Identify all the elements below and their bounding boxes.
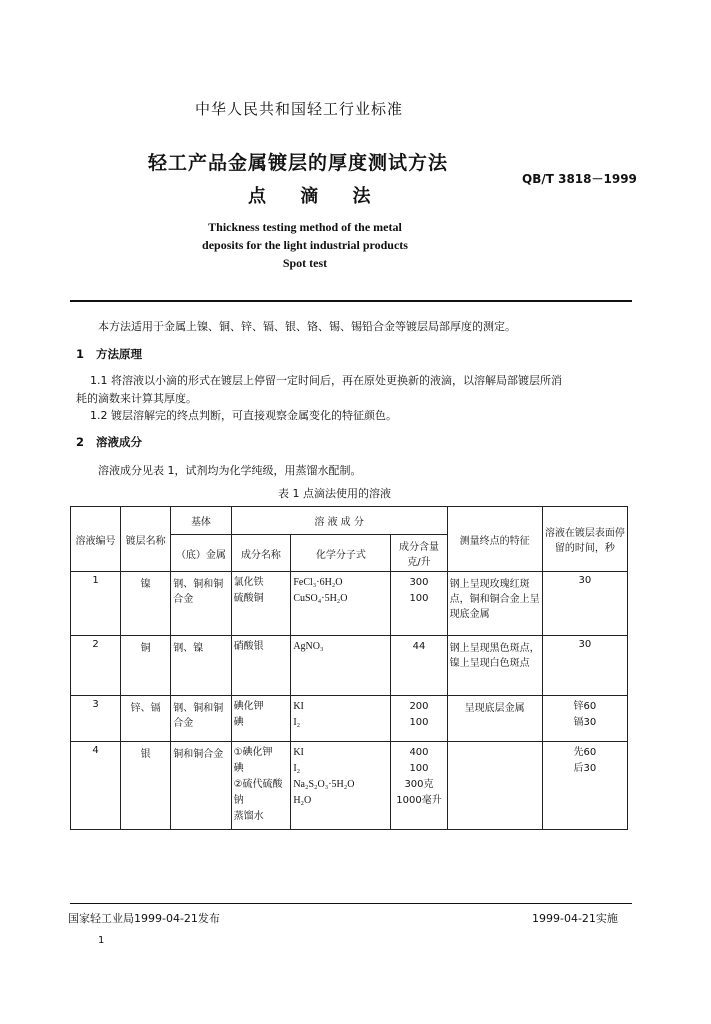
amount: 300 xyxy=(409,577,429,588)
formula: CuSO₄·5H₂O xyxy=(293,593,348,604)
amount: 1000毫升 xyxy=(396,795,442,806)
header-formula: 化学分子式 xyxy=(291,535,391,572)
row-amounts xyxy=(391,696,447,742)
issuing-body-header: 中华人民共和国轻工行业标准 xyxy=(195,100,404,118)
row-endpoint: 钢上呈现玫瑰红斑点，铜和铜合金上呈现底金属 xyxy=(447,572,542,636)
row-formulas xyxy=(291,742,391,830)
amount: 100 xyxy=(409,717,429,728)
row-names xyxy=(231,572,291,636)
header-component-name: 成分名称 xyxy=(231,535,291,572)
row-coating: 银 xyxy=(121,742,171,830)
table-row xyxy=(71,572,628,636)
formula: I₂ xyxy=(293,717,301,728)
footer-divider xyxy=(70,903,632,904)
header-base-top: 基体 xyxy=(171,507,231,535)
amount: 44 xyxy=(412,641,426,652)
header-base-bottom: （底）金属 xyxy=(171,535,231,572)
row-coating: 镍 xyxy=(121,572,171,636)
row-no: 3 xyxy=(71,696,121,742)
clause-1-2: 1.2 镀层溶解完的终点判断，可直接观察金属变化的特征颜色。 xyxy=(90,409,397,422)
formula: FeCl₃·6H₂O xyxy=(293,577,343,588)
section-1-heading xyxy=(76,346,142,362)
formula: KI xyxy=(293,747,304,758)
component-name: 碘 xyxy=(233,717,244,728)
formula: H₂O xyxy=(293,795,312,806)
component-name: 碘化钾 xyxy=(233,701,264,712)
component-name: 硫酸铜 xyxy=(233,593,264,604)
row-coating: 锌、镉 xyxy=(121,696,171,742)
page-number: 1 xyxy=(98,935,105,946)
amount: 100 xyxy=(409,763,429,774)
row-formulas xyxy=(291,572,391,636)
time-value: 后30 xyxy=(573,763,597,774)
row-no: 1 xyxy=(71,572,121,636)
row-times xyxy=(542,742,627,830)
row-coating: 铜 xyxy=(121,636,171,696)
row-names xyxy=(231,696,291,742)
row-amounts xyxy=(391,636,447,696)
clause-1-1: 1.1 将溶液以小滴的形式在镀层上停留一定时间后，再在原处更换新的液滴，以溶解局部镀层所消 xyxy=(90,374,562,387)
row-no: 4 xyxy=(71,742,121,830)
component-name: ①碘化钾 xyxy=(233,747,273,758)
formula: KI xyxy=(293,701,304,712)
row-formulas xyxy=(291,696,391,742)
table-row xyxy=(71,636,628,696)
table-row xyxy=(71,696,628,742)
component-name: 碘 xyxy=(233,763,244,774)
solutions-table xyxy=(70,506,628,830)
row-names xyxy=(231,636,291,696)
section-2-heading xyxy=(76,434,142,450)
row-formulas xyxy=(291,636,391,696)
formula: Na₂S₂O₃·5H₂O xyxy=(293,779,355,790)
row-endpoint: 呈现底层金属 xyxy=(447,696,542,742)
time-value: 锌60 xyxy=(573,701,597,712)
section-number: 1 xyxy=(76,347,85,361)
amount: 100 xyxy=(409,593,429,604)
header-endpoint: 测量终点的特征 xyxy=(447,507,542,572)
amount: 200 xyxy=(409,701,429,712)
row-endpoint: 钢上呈现黑色斑点，镍上呈现白色斑点 xyxy=(447,636,542,696)
row-no: 2 xyxy=(71,636,121,696)
section-number: 2 xyxy=(76,435,85,449)
header-solution-no: 溶液编号 xyxy=(71,507,121,572)
english-title-line: deposits for the light industrial products xyxy=(202,238,408,252)
document-title: 轻工产品金属镀层的厚度测试方法 xyxy=(148,152,449,174)
header-composition: 溶 液 成 分 xyxy=(231,507,447,535)
row-names xyxy=(231,742,291,830)
formula: I₂ xyxy=(293,763,301,774)
section-2-text: 溶液成分见表 1，试剂均为化学纯级，用蒸馏水配制。 xyxy=(98,464,362,477)
row-endpoint xyxy=(447,742,542,830)
row-base: 钢、铜和铜合金 xyxy=(171,572,231,636)
document-subtitle: 点 滴 法 xyxy=(248,186,385,207)
time-value: 先60 xyxy=(573,747,597,758)
component-name: 氯化铁 xyxy=(233,577,264,588)
time-value: 镉30 xyxy=(573,717,597,728)
header-time: 溶液在镀层表面停留的时间，秒 xyxy=(542,507,627,572)
component-name: 蒸馏水 xyxy=(233,811,264,822)
row-amounts xyxy=(391,742,447,830)
row-base: 铜和铜合金 xyxy=(171,742,231,830)
section-title: 方法原理 xyxy=(96,347,143,361)
table-caption: 表 1 点滴法使用的溶液 xyxy=(278,487,391,500)
intro-paragraph: 本方法适用于金属上镍、铜、锌、镉、银、铬、锡、锡铅合金等镀层局部厚度的测定。 xyxy=(98,320,516,333)
effective-date: 1999-04-21实施 xyxy=(532,912,618,925)
english-title xyxy=(160,218,450,272)
table-row xyxy=(71,742,628,830)
row-base: 钢、铜和铜合金 xyxy=(171,696,231,742)
english-title-line: Spot test xyxy=(282,256,328,270)
amount: 400 xyxy=(409,747,429,758)
row-amounts xyxy=(391,572,447,636)
clause-1-1-cont: 耗的滴数来计算其厚度。 xyxy=(76,392,197,405)
header-coating: 镀层名称 xyxy=(121,507,171,572)
english-title-line: Thickness testing method of the metal xyxy=(208,220,402,234)
header-amount: 成分含量 克/升 xyxy=(391,535,447,572)
component-name: ②硫代硫酸钠 xyxy=(233,779,283,806)
row-times xyxy=(542,696,627,742)
header-divider xyxy=(70,300,632,302)
section-title: 溶液成分 xyxy=(96,435,143,449)
row-base: 钢、镍 xyxy=(171,636,231,696)
formula: AgNO₃ xyxy=(293,641,324,652)
amount: 300克 xyxy=(404,779,434,790)
row-time: 30 xyxy=(542,636,627,696)
issue-date: 国家轻工业局1999-04-21发布 xyxy=(68,912,220,925)
component-name: 硝酸银 xyxy=(233,641,264,652)
standard-number: QB/T 3818－1999 xyxy=(522,172,637,186)
row-time: 30 xyxy=(542,572,627,636)
